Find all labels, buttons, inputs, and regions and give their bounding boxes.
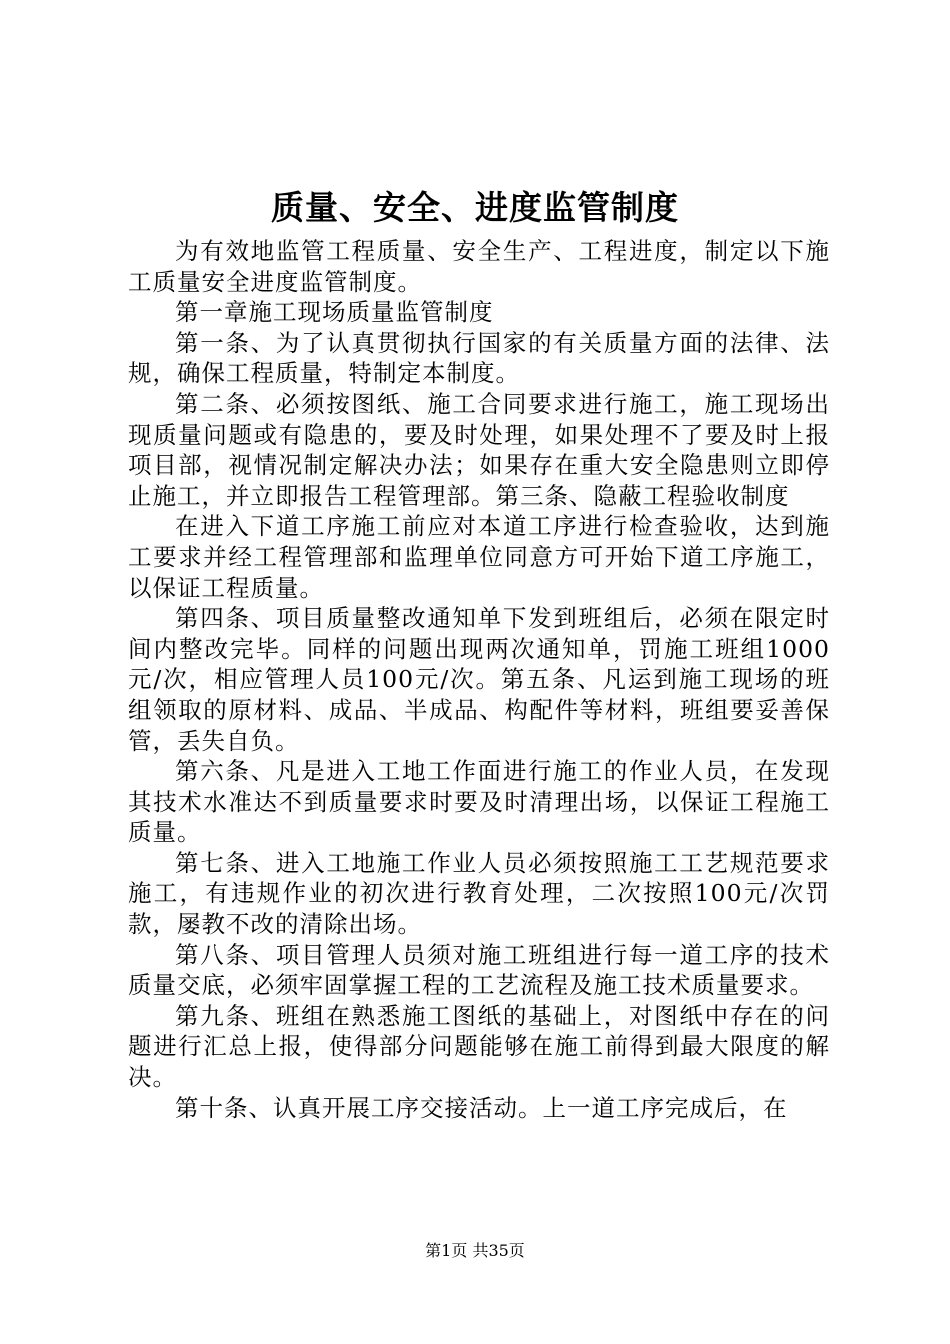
- paragraph-article-7: 第七条、进入工地施工作业人员必须按照施工工艺规范要求施工，有违规作业的初次进行教育处理，二次按照100元/次罚款，屡教不改的清除出场。: [128, 848, 830, 939]
- paragraph-article-6: 第六条、凡是进入工地工作面进行施工的作业人员，在发现其技术水准达不到质量要求时要及时清理出场，以保证工程施工质量。: [128, 757, 830, 847]
- chapter-heading: 第一章施工现场质量监管制度: [175, 298, 494, 327]
- paragraph-article-2-3: 第二条、必须按图纸、施工合同要求进行施工，施工现场出现质量问题或有隐患的，要及时处理，如果处理不了要及时上报项目部，视情况制定解决办法；如果存在重大安全隐患则立即停止施工，并立即报告工程管理部。第三条、隐蔽工程验收制度: [128, 389, 830, 510]
- paragraph-article-4-5: 第四条、项目质量整改通知单下发到班组后，必须在限定时间内整改完毕。同样的问题出现两次通知单，罚施工班组1000元/次，相应管理人员100元/次。第五条、凡运到施工现场的班组领取的原材料、成品、半成品、构配件等材料，班组要妥善保管，丢失自负。: [128, 604, 830, 755]
- paragraph-article-1: 第一条、为了认真贯彻执行国家的有关质量方面的法律、法规，确保工程质量，特制定本制度。: [128, 328, 830, 388]
- document-title: 质量、安全、进度监管制度: [271, 188, 679, 227]
- page-number-footer: 第1页 共35页: [425, 1241, 525, 1260]
- paragraph-article-8: 第八条、项目管理人员须对施工班组进行每一道工序的技术质量交底，必须牢固掌握工程的工艺流程及施工技术质量要求。: [128, 940, 830, 1000]
- paragraph-intro: 为有效地监管工程质量、安全生产、工程进度，制定以下施工质量安全进度监管制度。: [128, 237, 830, 296]
- paragraph-article-3-body: 在进入下道工序施工前应对本道工序进行检查验收，达到施工要求并经工程管理部和监理单位同意方可开始下道工序施工，以保证工程质量。: [128, 512, 830, 602]
- paragraph-article-9: 第九条、班组在熟悉施工图纸的基础上，对图纸中存在的问题进行汇总上报，使得部分问题能够在施工前得到最大限度的解决。: [128, 1001, 830, 1092]
- paragraph-article-10: 第十条、认真开展工序交接活动。上一道工序完成后，在: [175, 1093, 788, 1122]
- document-body: [128, 236, 830, 1123]
